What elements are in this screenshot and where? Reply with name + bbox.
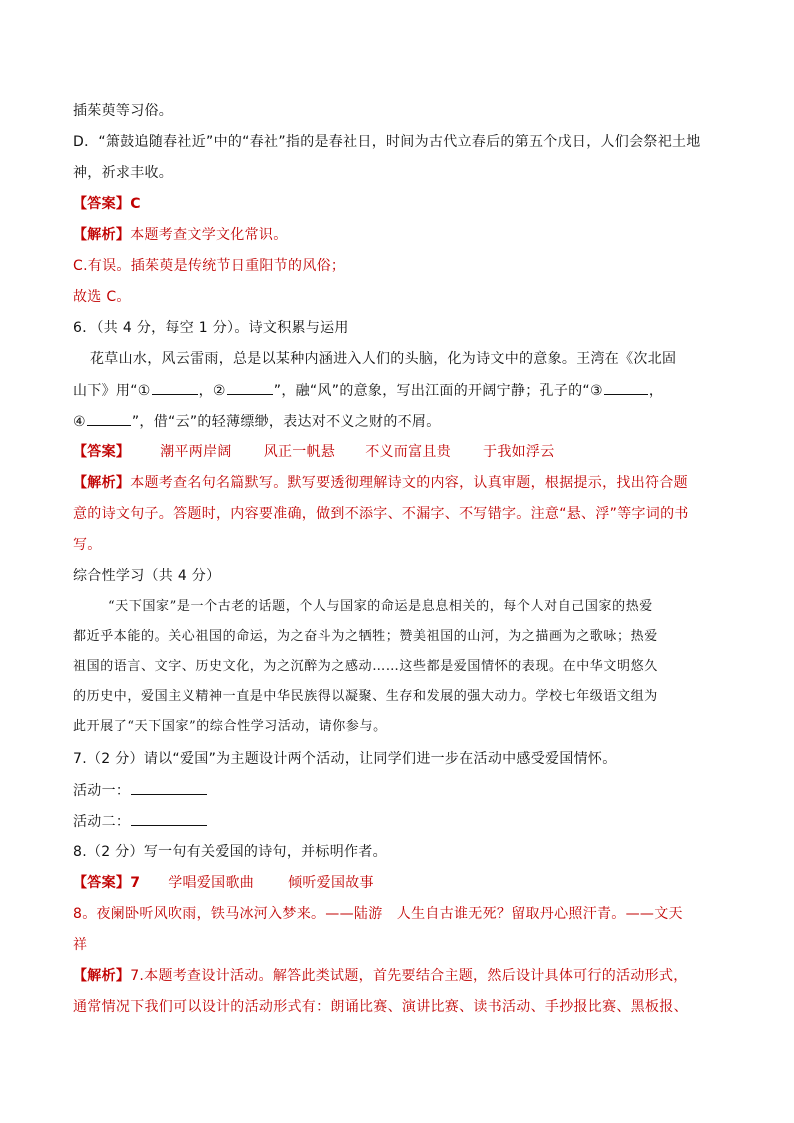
analysis-5-line-3: 故选 C。 [73,289,131,305]
analysis-tag: 【解析】 [73,475,131,491]
activity-2-line [73,811,208,832]
text-fragment: ，② [198,383,226,399]
fill-blank-3 [604,380,648,395]
question-8: 8.（2 分）写一句有关爱国的诗句，并标明作者。 [73,844,387,860]
question-6-text-1: 花草山水，风云雷雨，总是以某种内涵进入人们的头脑，化为诗文中的意象。王湾在《次北固 [90,351,677,367]
fill-blank-activity-1 [131,780,207,795]
analysis-7-line-1 [73,966,688,986]
option-d-line-1: D．“箫鼓追随春社近”中的“春社”指的是春社日，时间为古代立春后的第五个戊日，人们会祭祀土地 [73,134,701,150]
analysis-5-line-1 [73,225,288,245]
activity-label: 活动一： [73,783,131,799]
analysis-text: 本题考查文学文化常识。 [130,227,288,243]
text-fragment: ， [648,383,664,399]
analysis-tag: 【解析】 [73,968,131,984]
fill-blank-1 [152,380,198,395]
analysis-text: 7.本题考查设计活动。解答此类试题，首先要结合主题，然后设计具体可行的活动形式， [130,968,688,984]
answer-item: 于我如浮云 [483,444,555,460]
answer-8-line-2: 祥 [73,937,88,953]
answer-6 [73,442,555,462]
question-7: 7.（2 分）请以“爱国”为主题设计两个活动，让同学们进一步在活动中感受爱国情怀。 [73,751,617,767]
fill-blank-2 [227,380,273,395]
comprehensive-heading: 综合性学习（共 4 分） [73,568,221,584]
fill-blank-activity-2 [131,811,207,826]
question-6-text-3 [73,411,441,432]
answer-tag: 【答案】 [73,196,131,212]
answer-item: 不义而富且贵 [365,444,452,460]
handwritten-passage-line-5: 此开展了“天下国家”的综合性学习活动，请你参与。 [73,719,387,734]
answer-item: 风正一帆悬 [263,444,336,460]
handwritten-passage-line-3: 祖国的语言、文字、历史文化，为之沉醉为之感动……这些都是爱国情怀的表现。在中华文明悠久 [73,659,658,674]
answer-8-line-1: 8。夜阑卧听风吹雨，铁马冰河入梦来。——陆游 人生自古谁无死？留取丹心照汗青。——文天 [73,906,683,922]
question-6-text-2 [73,380,663,401]
text-line: 插茱萸等习俗。 [73,103,174,119]
answer-item: 学唱爱国歌曲 [168,875,255,891]
analysis-6-line-1 [73,473,688,493]
option-d-line-2: 神，祈求丰收。 [73,165,174,181]
text-fragment: 山下》用“① [73,383,151,399]
handwritten-passage-line-4: 的历史中，爱国主义精神一直是中华民族得以凝聚、生存和发展的强大动力。学校七年级语文组为 [73,689,658,704]
text-fragment: ④ [73,414,86,430]
answer-tag: 【答案】 [73,444,131,460]
analysis-tag: 【解析】 [73,227,131,243]
activity-label: 活动二： [73,814,131,830]
analysis-5-line-2: C.有误。插茱萸是传统节日重阳节的风俗； [73,258,346,274]
fill-blank-4 [87,411,131,426]
text-fragment: ”，融“风”的意象，写出江面的开阔宁静；孔子的“③ [273,383,603,399]
analysis-text: 本题考查名句名篇默写。默写要透彻理解诗文的内容，认真审题，根据提示，找出符合题 [130,475,688,491]
analysis-6-line-3: 写。 [73,537,102,553]
answer-item: 倾听爱国故事 [288,875,374,891]
analysis-6-line-2: 意的诗文句子。答题时，内容要准确，做到不添字、不漏字、不写错字。注意“悬、浮”等字词的书 [73,506,689,522]
handwritten-passage-line-2: 都近乎本能的。关心祖国的命运，为之奋斗为之牺牲；赞美祖国的山河，为之描画为之歌咏；热爱 [73,629,658,644]
handwritten-passage-line-1: “天下国家”是一个古老的话题，个人与国家的命运是息息相关的，每个人对自己国家的热爱 [108,599,653,614]
analysis-7-line-2: 通常情况下我们可以设计的活动形式有：朗诵比赛、演讲比赛、读书活动、手抄报比赛、黑板报、 [73,999,688,1015]
answer-7-8 [73,873,374,893]
answer-item: 潮平两岸阔 [160,444,232,460]
question-6-heading: 6．（共 4 分，每空 1 分）。诗文积累与运用 [73,320,349,336]
activity-1-line [73,780,208,801]
text-fragment: ”，借“云”的轻薄缥缈，表达对不义之财的不屑。 [131,414,441,430]
answer-number: 7 [130,875,141,891]
answer-value: C [130,196,141,212]
answer-tag: 【答案】 [73,875,131,891]
answer-5 [73,194,141,214]
